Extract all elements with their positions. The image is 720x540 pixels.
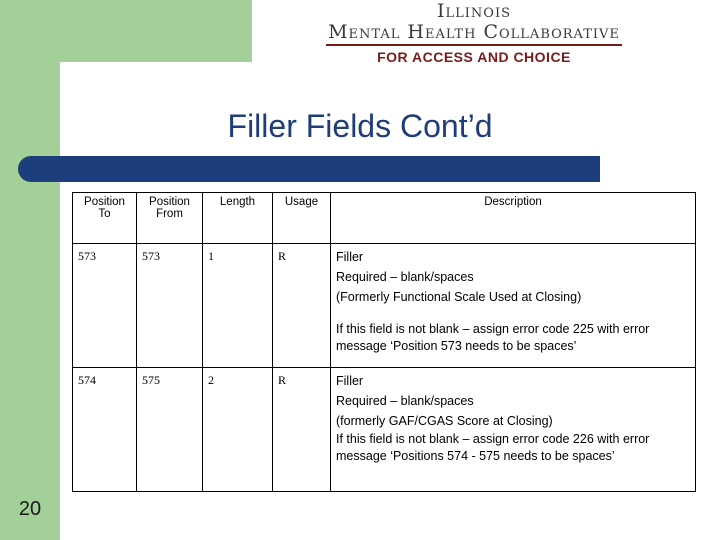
cell-position-from: 575 [137, 368, 203, 492]
left-accent-bar [0, 0, 60, 540]
description-line: Required – blank/spaces [336, 394, 474, 408]
cell-length: 2 [203, 368, 273, 492]
description-line: Filler [336, 374, 364, 388]
cell-position-to: 573 [73, 244, 137, 368]
logo-state: Illinois [437, 0, 511, 22]
cell-position-from: 573 [137, 244, 203, 368]
title-underline-bar [18, 156, 600, 182]
cell-description [331, 368, 696, 492]
table-row [73, 368, 696, 492]
logo-tagline: FOR ACCESS AND CHOICE [377, 49, 571, 65]
header-description: Description [331, 193, 696, 244]
table-row [73, 244, 696, 368]
description-line: If this field is not blank – assign error code 225 with error message ‘Position 573 needs to be spaces’ [336, 322, 650, 353]
header-position-to: Position To [73, 193, 137, 244]
cell-position-to: 574 [73, 368, 137, 492]
accent-corner [60, 62, 100, 102]
description-line: Required – blank/spaces [336, 270, 474, 284]
description-line: (formerly GAF/CGAS Score at Closing) [336, 414, 553, 428]
cell-usage: R [273, 244, 331, 368]
slide-title: Filler Fields Cont’d [227, 108, 493, 144]
table-header-row [73, 193, 696, 244]
header-length: Length [203, 193, 273, 244]
header-position-from: Position From [137, 193, 203, 244]
organization-logo [296, 0, 652, 64]
page-number: 20 [18, 498, 42, 520]
filler-fields-table [72, 192, 696, 492]
description-line: Filler [336, 250, 364, 264]
description-line: (Formerly Functional Scale Used at Closing) [336, 290, 582, 304]
description-spacer [336, 307, 690, 321]
logo-organization: Mental Health Collaborative [326, 21, 622, 46]
header-usage: Usage [273, 193, 331, 244]
cell-length: 1 [203, 244, 273, 368]
description-line: If this field is not blank – assign error code 226 with error message ‘Positions 574 - 575 needs to be spaces’ [336, 432, 650, 463]
top-accent-bar [0, 0, 252, 62]
cell-usage: R [273, 368, 331, 492]
cell-description [331, 244, 696, 368]
